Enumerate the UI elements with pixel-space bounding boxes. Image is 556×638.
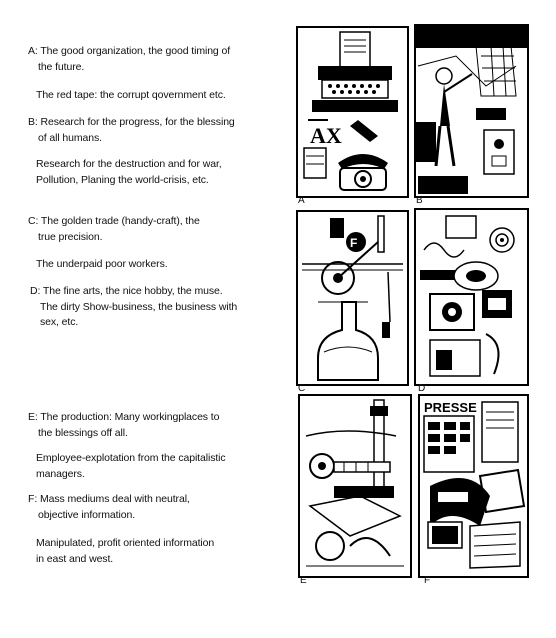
panel-c bbox=[296, 210, 409, 386]
caption-d-line-1: D: The fine arts, the nice hobby, the muse. bbox=[30, 285, 223, 297]
panel-d-label: D bbox=[418, 383, 426, 394]
caption-e-line-1: E: The production: Many workingplaces to bbox=[28, 411, 220, 423]
figure-with-net-icon bbox=[416, 26, 527, 196]
caption-d-line-2: The dirty Show-business, the business with bbox=[40, 300, 238, 313]
caption-e-line-2: the blessings off all. bbox=[38, 426, 128, 439]
caption-a-alt bbox=[36, 88, 226, 104]
caption-c-alt-line-1: The underpaid poor workers. bbox=[36, 258, 168, 270]
panel-f-headline: PRESSE bbox=[424, 400, 477, 415]
panel-e bbox=[298, 394, 412, 578]
newspaper-collage-icon bbox=[420, 396, 527, 576]
caption-f-line-1: F: Mass mediums deal with neutral, bbox=[28, 493, 190, 505]
caption-f-alt-line-2: in east and west. bbox=[36, 552, 114, 565]
key-syringe-icon bbox=[300, 396, 410, 576]
caption-b-alt bbox=[36, 157, 222, 188]
caption-f bbox=[28, 492, 190, 523]
caption-a-alt-line-1: The red tape: the corrupt qovernment etc. bbox=[36, 89, 226, 101]
panel-b bbox=[414, 24, 529, 198]
caption-e bbox=[28, 410, 219, 441]
panel-c-letter: F bbox=[350, 236, 358, 250]
caption-b-alt-line-1: Research for the destruction and for war, bbox=[36, 158, 222, 170]
caption-d bbox=[30, 284, 237, 331]
caption-c-alt bbox=[36, 257, 168, 273]
caption-a-line-2: the future. bbox=[38, 60, 85, 73]
caption-b-line-1: B: Research for the progress, for the blessing bbox=[28, 116, 235, 128]
caption-e-alt-line-1: Employee-explotation from the capitalistic bbox=[36, 452, 226, 464]
caption-b-line-2: of all humans. bbox=[38, 131, 102, 144]
caption-e-alt-line-2: managers. bbox=[36, 467, 85, 480]
vase-collage-icon bbox=[416, 210, 527, 384]
panel-e-label: E bbox=[300, 575, 307, 586]
caption-e-alt bbox=[36, 451, 226, 482]
caption-b-alt-line-2: Pollution, Planing the world-crisis, etc. bbox=[36, 173, 209, 186]
caption-c bbox=[28, 214, 200, 245]
caption-a-line-1: A: The good organization, the good timing of bbox=[28, 45, 231, 57]
caption-f-alt-line-1: Manipulated, profit oriented information bbox=[36, 537, 215, 549]
panel-d bbox=[414, 208, 529, 386]
typewriter-telephone-icon bbox=[298, 28, 407, 196]
panel-f bbox=[418, 394, 529, 578]
caption-a bbox=[28, 44, 230, 75]
panel-b-label: B bbox=[416, 195, 423, 206]
panel-c-label: C bbox=[298, 383, 306, 394]
caption-f-alt bbox=[36, 536, 214, 567]
bottle-gears-icon bbox=[298, 212, 407, 384]
caption-b bbox=[28, 115, 235, 146]
caption-d-line-3: sex, etc. bbox=[40, 316, 79, 328]
panel-a-letters: AX bbox=[310, 123, 342, 148]
caption-c-line-2: true precision. bbox=[38, 230, 103, 243]
panel-f-label: F bbox=[424, 575, 431, 586]
caption-c-line-1: C: The golden trade (handy-craft), the bbox=[28, 215, 200, 227]
caption-f-line-2: objective information. bbox=[38, 508, 136, 521]
panel-a bbox=[296, 26, 409, 198]
panel-a-label: A bbox=[298, 195, 305, 206]
